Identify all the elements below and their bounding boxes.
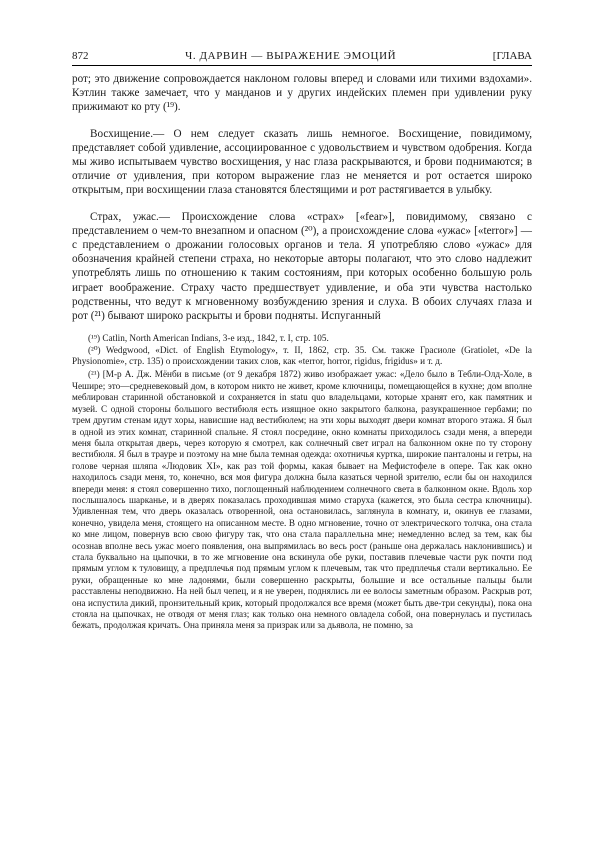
section-marker: [ГЛАВА bbox=[492, 50, 532, 62]
paragraph-fear: Страх, ужас.— Происхождение слова «страх» [«fear»], повидимому, связано с представлением о чем-то внезапном и опасном (²⁰), а происхождение слова «ужас» [«terror»] — с представлением о дрожании голосовых органов и тела. Я употребляю слово «ужас» для обозначения крайней степени страха, но некоторые авторы полагают, что это слово надлежит употреблять лишь по отношению к таким состояниям, при которых особенно большую роль играет воображение. Страху часто предшествует удивление, и оба эти чувства настолько родственны, что ведут к мгновенному возбуждению зрения и слуха. В обоих случаях глаза и рот (²¹) бывают широко раскрыты и брови подняты. Испуганный bbox=[72, 210, 532, 323]
paragraph-admiration: Восхищение.— О нем следует сказать лишь немногое. Восхищение, повидимому, представляет собой удивление, ассоциированное с удовольствием и чувством одобрения. Когда мы живо испытываем чувство восхищения, у нас глаза раскрываются, и брови поднимаются; в отличие от удивления, при котором выражение глаз не меняется и рот остается широко открытым, при восхищении глаза становятся блестящими и рот растягивается в улыбку. bbox=[72, 127, 532, 197]
footnote-20: (²⁰) Wedgwood, «Dict. of English Etymology», т. II, 1862, стр. 35. См. также Грасиоле (Gratiolet, «De la Physionomie», стр. 135) о происхождении таких слов, как «terror, horror, rigidus, frigidus» и т. д. bbox=[72, 344, 532, 367]
footnote-21: (²¹) [М-р А. Дж. Мёнби в письме (от 9 декабря 1872) живо изображает ужас: «Дело было в Тебли-Олд-Холе, в Чешире; это—средневековый дом, в котором никто не живет, кроме ключницы, помещающейся в кухне; дом вполне меблирован старинной обстановкой и сохраняется in statu quo владельцами, которые хранят его, как памятник и музей. С одной стороны большого вестибюля есть изящное окно закрытого балкона, разукрашенное гербами; по трем другим стенам идут хоры, нависшие над вестибюлем; на эти хоры выходят двери комнат второго этажа. Я был в одной из этих комнат, старинной спальне. Я стоял посредине, окно комнаты приходилось сзади меня, а впереди меня была открытая дверь, через которую я смотрел, как солнечный свет играл на балконном окне по ту сторону вестибюля. Я был в трауре и поэтому на мне была темная одежда: охотничья куртка, широкие панталоны и гетры, на голове черная шляпа «Людовик XI», как раз той формы, какая бывает на Мефистофеле в опере. Так как окно находилось сзади меня, то, конечно, вся моя фигура должна была казаться черной зрителю, если бы он находился впереди меня: я стоял совершенно тихо, поглощенный наблюдением солнечного света в балконном окне. Вдоль хор послышалось шарканье, и в дверях показалась проходившая мимо старуха (кажется, это была сестра ключницы). Удивленная тем, что дверь оказалась отворенной, она остановилась, заглянула в комнату, и, окинув ее глазами, конечно, увидела меня, стоящего на описанном месте. В одно мгновение, точно от электрического толчка, она стала ко мне лицом, повернув всю свою фигуру так, что она стала параллельна мне; немедленно вслед за тем, как бы осознав вполне весь ужас моего появления, она выпрямилась во весь рост (раньше она держалась наклонившись) и стала буквально на цыпочки, в то же мгновение она вскинула обе руки, поставив плечевые части рук почти под прямым углом к туловищу, а предплечья под прямым углом к плечевым, так что предплечья стали вертикально. Ее руки, обращенные ко мне ладонями, были совершенно раскрыты, большие и все остальные пальцы были расставлены неподвижно. На ней был чепец, и я не уверен, поднялись ли ее волосы заметным образом. Раскрыв рот, она испустила дикий, пронзительный крик, который продолжался все время (может быть две-три секунды), пока она стояла на цыпочках, не отводя от меня глаз; как только она немного овладела собой, она повернулась и пустилась бежать, продолжая кричать. Она приняла меня за призрак или за дьявола, не помню, за bbox=[72, 369, 532, 631]
running-header bbox=[72, 50, 532, 66]
footnotes bbox=[72, 333, 532, 632]
footnote-19: (¹⁹) Catlin, North American Indians, 3-е изд., 1842, т. I, стр. 105. bbox=[88, 333, 329, 344]
book-page bbox=[72, 50, 532, 632]
paragraph-continuation: рот; это движение сопровождается наклоном головы вперед и словами или тихими вздохами». Кэтлин также замечает, что у манданов и у других индейских племен при удивлении руку прижимают ко рту (¹⁹). bbox=[72, 73, 532, 114]
running-title: Ч. ДАРВИН — ВЫРАЖЕНИЕ ЭМОЦИЙ bbox=[185, 50, 397, 62]
page-number: 872 bbox=[72, 50, 89, 62]
